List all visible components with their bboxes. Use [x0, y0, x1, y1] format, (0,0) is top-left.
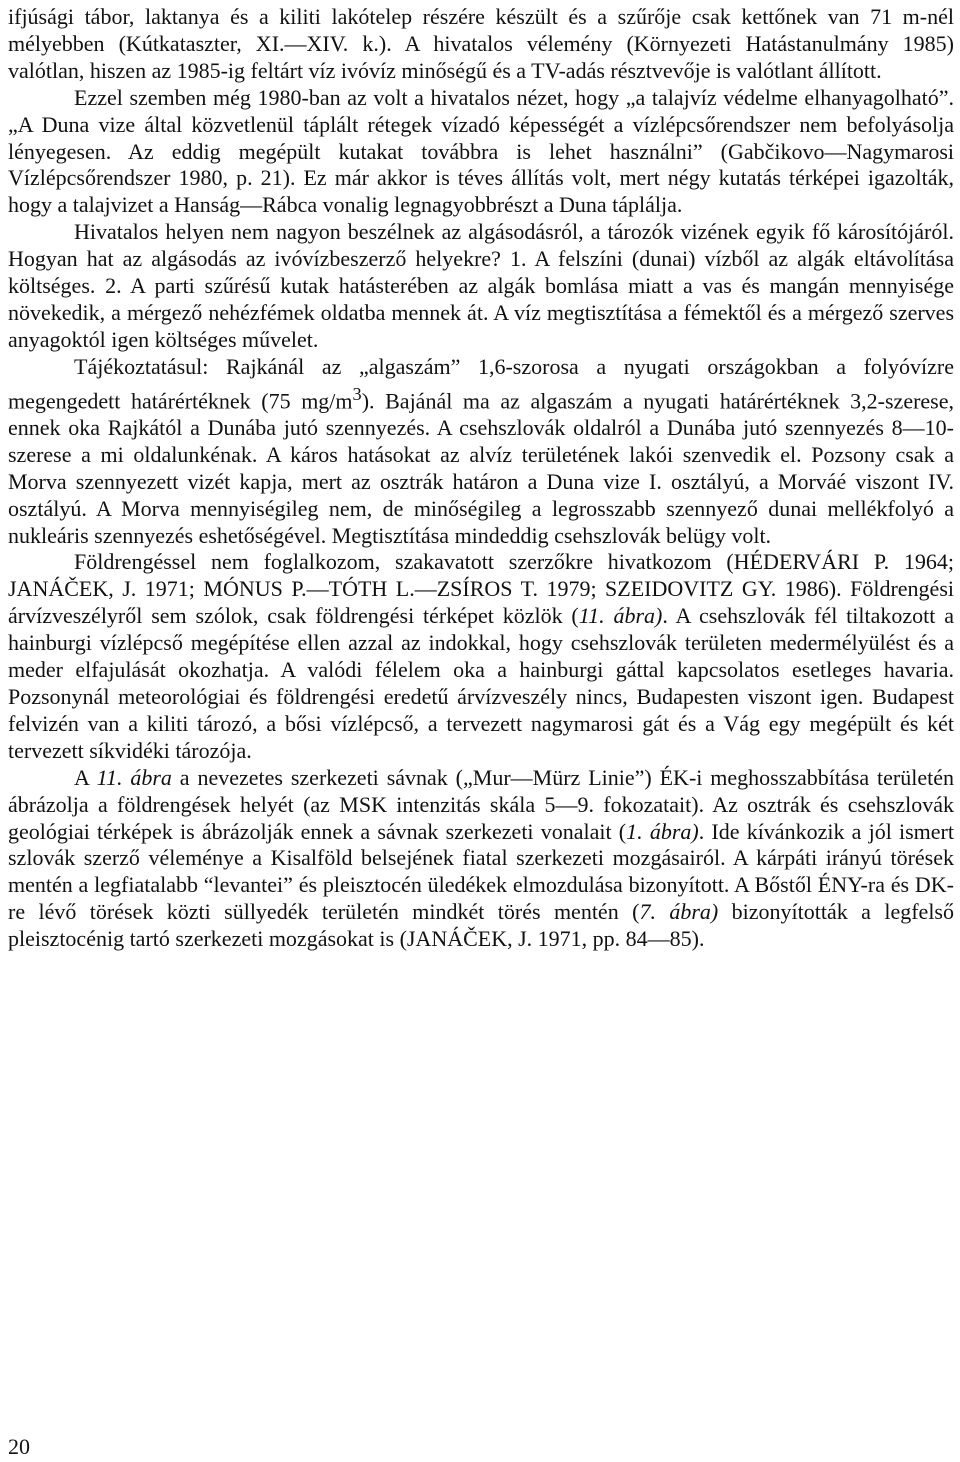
- paragraph-4: [8, 354, 954, 550]
- paragraph-4-text-a: Tájékoztatásul: Rajkánál az „algaszám” 1,6-szorosa a nyugati országokban a folyóvízre megengedett határértéknek (75 mg/m: [8, 353, 954, 414]
- superscript-exponent: 3: [352, 383, 362, 404]
- paragraph-6-text-b: a nevezetes szerkezeti sávnak („Mur—Mürz Linie”) ÉK-i meghosszabbítása területén ábrázolja a földrengések helyét (az MSK intenzitás skála 5—9. fokozatait). Az osztrák és csehszlovák geológiai térképek is ábrázolják ennek a sávnak szerkezeti vonalait (: [8, 764, 954, 844]
- paragraph-5-text-b: . A csehszlovák fél tiltakozott a hainburgi vízlépcső megépítése ellen azzal az indokkal, hogy csehszlovák területen medermélyülést és a meder elfajulását okozhatja. A valódi félelem oka a hainburgi gáttal kapcsolatos esetleges havaria. Pozsonynál meteorológiai és földrengési eredetű árvízveszély nincs, Budapesten viszont igen. Budapest felvizén van a kiliti tározó, a bősi vízlépcső, a tervezett nagymarosi gát és a Vág egy megépült és két tervezett síkvidéki tározója.: [8, 603, 954, 763]
- page-number: 20: [8, 1434, 30, 1459]
- paragraph-6-text-d: bizonyították a legfelső pleisztocénig tartó szerkezeti mozgásokat is (JANÁČEK, J. 1971, pp. 84—85).: [8, 899, 954, 952]
- figure-reference: 11. ábra): [578, 603, 663, 629]
- figure-reference: 1. ábra): [626, 818, 699, 844]
- paragraph-1: ifjúsági tábor, laktanya és a kiliti lakótelep részére készült és a szűrője csak kettőnek van 71 m-nél mélyebben (Kútkataszter, XI.—XIV. k.). A hivatalos vélemény (Környezeti Hatástanulmány 1985) valótlan, hiszen az 1985-ig feltárt víz ivóvíz minőségű és a TV-adás résztvevője is valótlant állított.: [8, 4, 954, 83]
- figure-reference: 7. ábra): [639, 899, 719, 925]
- figure-reference: 11. ábra: [96, 764, 172, 790]
- paragraph-3: Hivatalos helyen nem nagyon beszélnek az algásodásról, a tározók vizének egyik fő károsítójáról. Hogyan hat az algásodás az ivóvízbeszerző helyekre? 1. A felszíni (dunai) vízből az algák eltávolítása költséges. 2. A parti szűrésű kutak hatásterében az algák bomlása miatt a vas és mangán mennyisége növekedik, a mérgező nehézfémek oldatba mennek át. A víz megtisztítása a fémektől és a mérgező szerves anyagoktól igen költséges művelet.: [8, 219, 954, 352]
- paragraph-6-text-a: A: [74, 764, 97, 790]
- paragraph-2: Ezzel szemben még 1980-ban az volt a hivatalos nézet, hogy „a talajvíz védelme elhanyagolható”. „A Duna vize által közvetlenül táplált rétegek vízadó képességét a vízlépcsőrendszer nem befolyásolja lényegesen. Az eddig megépült kutakat továbbra is lehet használni” (Gabčikovo—Nagymarosi Vízlépcsőrendszer 1980, p. 21). Ez már akkor is téves állítás volt, mert négy kutatás térképei igazolták, hogy a talajvizet a Hanság—Rábca vonalig legnagyobbrészt a Duna táplálja.: [8, 84, 954, 218]
- paragraph-5-text-a: Földrengéssel nem foglalkozom, szakavatott szerzőkre hivatkozom (HÉDERVÁRI P. 1964; JANÁČEK, J. 1971; MÓNUS P.—TÓTH L.—ZSÍROS T. 1979; SZEIDOVITZ GY. 1986). Földrengési árvízveszélyről sem szólok, csak földrengési térképet közlök (: [8, 549, 954, 629]
- paragraph-5: [8, 549, 954, 764]
- paragraph-6-text-c: . Ide kívánkozik a jól ismert szlovák szerző véleménye a Kisalföld belsejének fiatal szerkezeti mozgásairól. A kárpáti irányú törések mentén a legfiatalabb “levantei” és pleisztocén üledékek elmozdulása bizonyított. A Bőstől ÉNY-ra és DK-re lévő törések közti süllyedék területén mindkét törés mentén (: [8, 818, 955, 925]
- paragraph-6: [8, 765, 954, 953]
- paragraph-4-text-b: ). Bajánál ma az algaszám a nyugati határértéknek 3,2-szerese, ennek oka Rajkától a Dunába jutó szennyezés. A csehszlovák oldalról a Dunába jutó szennyezés 8—10-szerese a mi oldalunkénak. A káros hatásokat az alvíz területének lakói szenvedik el. Pozsony csak a Morva szennyezett vizét kapja, mert az osztrák határon a Duna vize I. osztályú, a Morváé viszont IV. osztályú. A Morva mennyiségileg nem, de minőségileg a legrosszabb szennyező dunai mellékfolyó a nukleáris szennyezés eshetőségével. Megtisztítása mindeddig csehszlovák belügy volt.: [8, 388, 955, 548]
- document-body: [8, 4, 954, 953]
